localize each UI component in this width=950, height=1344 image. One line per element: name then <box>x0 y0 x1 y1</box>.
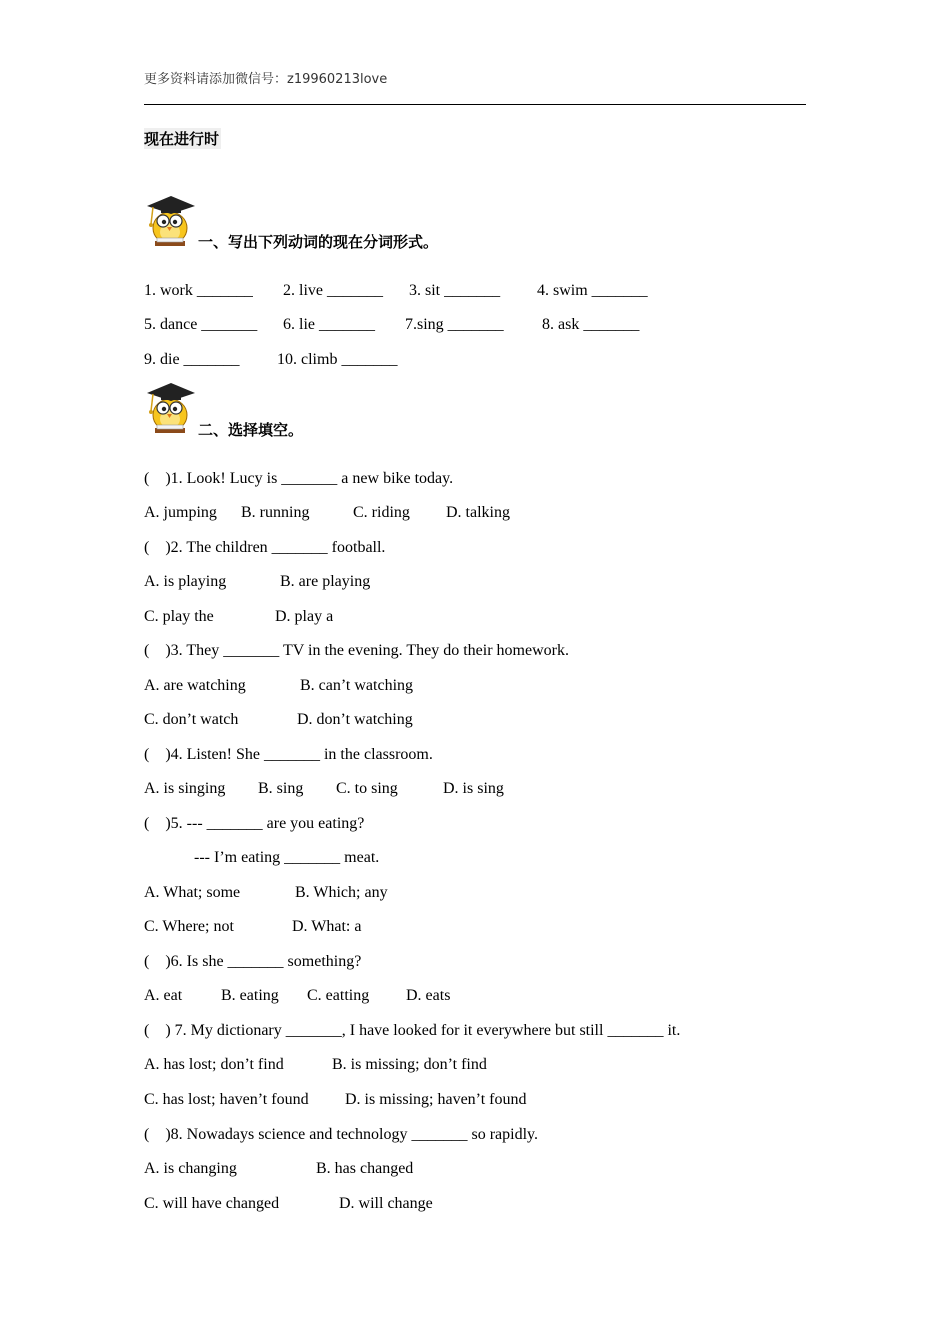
option: C. eatting <box>307 987 370 1004</box>
option: A. is playing <box>144 573 227 590</box>
option: B. are playing <box>280 573 371 590</box>
option: B. can’t watching <box>300 677 414 694</box>
option: D. is sing <box>443 780 504 797</box>
question-text: ( )4. Listen! She _______ in the classroom. <box>144 746 433 763</box>
option: A. is singing <box>144 780 226 797</box>
question-text: ( )5. --- _______ are you eating? <box>144 815 365 832</box>
question-text: ( )1. Look! Lucy is _______ a new bike today. <box>144 470 454 487</box>
exercise-item: 2. live _______ <box>283 282 383 299</box>
option: C. to sing <box>336 780 398 797</box>
exercise-item: 6. lie _______ <box>283 316 375 333</box>
option: D. talking <box>446 504 510 521</box>
exercise-item: 1. work _______ <box>144 282 253 299</box>
option: C. riding <box>353 504 410 521</box>
option: A. What; some <box>144 884 241 901</box>
option: A. is changing <box>144 1160 237 1177</box>
option: D. eats <box>406 987 451 1004</box>
option: C. has lost; haven’t found <box>144 1091 309 1108</box>
option: D. play a <box>275 608 334 625</box>
exercise-item: 10. climb _______ <box>277 351 398 368</box>
owl-professor-icon <box>143 379 197 435</box>
option: B. has changed <box>316 1160 414 1177</box>
option: B. Which; any <box>295 884 388 901</box>
exercise-item: 5. dance _______ <box>144 316 258 333</box>
option: B. is missing; don’t find <box>332 1056 487 1073</box>
option: B. running <box>241 504 310 521</box>
question-text: ( )2. The children _______ football. <box>144 539 386 556</box>
header-note: 更多资料请添加微信号：z19960213love <box>144 72 388 87</box>
question-text: ( )8. Nowadays science and technology _______ so rapidly. <box>144 1126 538 1143</box>
option: A. eat <box>144 987 183 1004</box>
question-text: ( )3. They _______ TV in the evening. They do their homework. <box>144 642 569 659</box>
question-text: ( )6. Is she _______ something? <box>144 953 362 970</box>
section-2-title: 二、选择填空。 <box>198 421 304 439</box>
exercise-item: 9. die _______ <box>144 351 240 368</box>
question-text: ( ) 7. My dictionary _______, I have looked for it everywhere but still _______ it. <box>144 1022 681 1039</box>
option: D. What: a <box>292 918 362 935</box>
section-1-title: 一、写出下列动词的现在分词形式。 <box>198 233 439 251</box>
option: C. will have changed <box>144 1195 280 1212</box>
exercise-item: 3. sit _______ <box>409 282 501 299</box>
option: D. is missing; haven’t found <box>345 1091 527 1108</box>
option: A. has lost; don’t find <box>144 1056 284 1073</box>
option: C. don’t watch <box>144 711 239 728</box>
exercise-item: 4. swim _______ <box>537 282 648 299</box>
option: C. Where; not <box>144 918 234 935</box>
exercise-item: 7.sing _______ <box>405 316 504 333</box>
option: C. play the <box>144 608 214 625</box>
option: A. jumping <box>144 504 217 521</box>
header-rule <box>144 104 806 105</box>
option: B. eating <box>221 987 279 1004</box>
option: D. don’t watching <box>297 711 413 728</box>
option: D. will change <box>339 1195 433 1212</box>
exercise-item: 8. ask _______ <box>542 316 640 333</box>
option: B. sing <box>258 780 304 797</box>
option: A. are watching <box>144 677 246 694</box>
options-line <box>144 1194 433 1274</box>
question-text: --- I’m eating _______ meat. <box>194 849 380 866</box>
owl-professor-icon <box>143 192 197 248</box>
document-title: 现在进行时 <box>144 130 220 148</box>
